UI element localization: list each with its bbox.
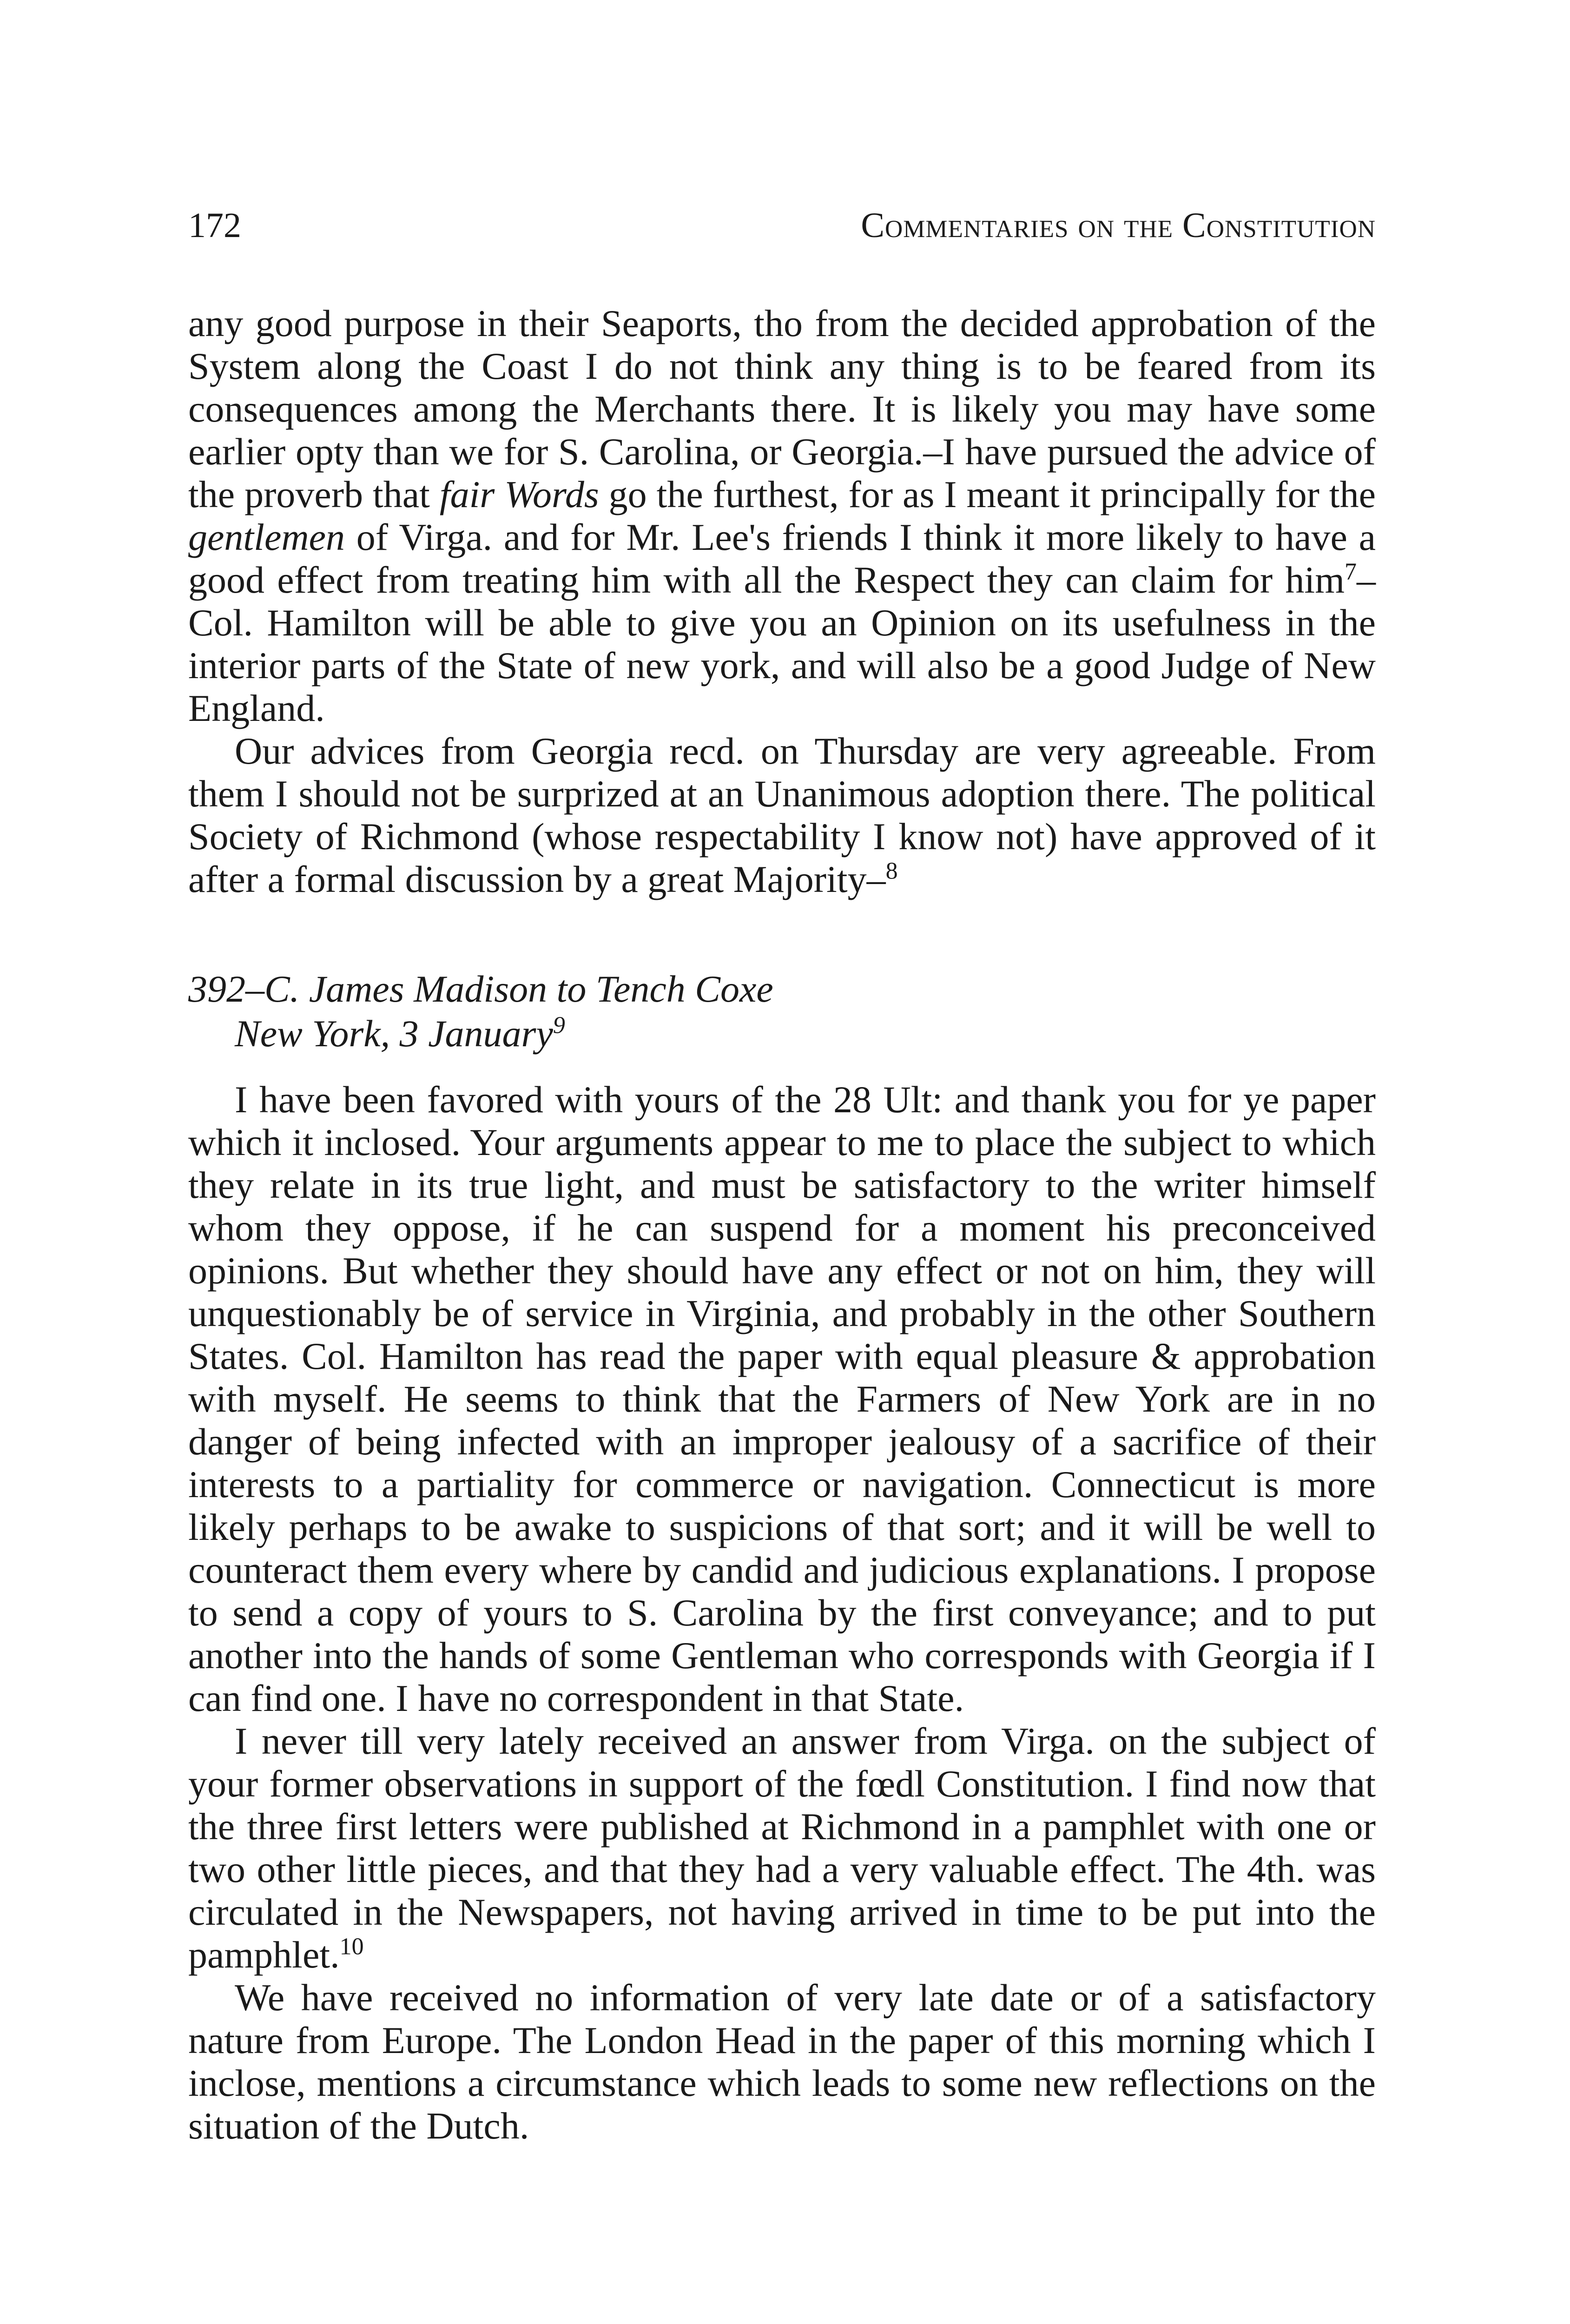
- letter-c-paragraph-3: We have received no information of very late date or of a satisfactory nature from Europe. The London Head in the paper of this morning which I inclose, mentions a circumstance which leads to some new reflections on the situation of the Dutch.: [188, 1976, 1376, 2147]
- page-number: 172: [188, 206, 241, 245]
- footnote-ref-9: 9: [553, 1012, 565, 1039]
- running-head: Commentaries on the Constitution: [861, 206, 1376, 245]
- italic-run: fair Words: [439, 473, 599, 515]
- page-header: [188, 202, 1376, 253]
- letter-c-paragraph-1: I have been favored with yours of the 28 Ult: and thank you for ye paper which it inclosed. Your arguments appear to me to place the subject to which they relate in its true light, and must be satisfactory to the writer himself whom they oppose, if he can suspend for a moment his preconceived opinions. But whether they should have any effect or not on him, they will unquestionably be of service in Virginia, and probably in the other Southern States. Col. Hamilton has read the paper with equal pleasure & approbation with myself. He seems to think that the Farmers of New York are in no danger of being infected with an improper jealousy of a sacrifice of their interests to a partiality for commerce or navigation. Connecticut is more likely perhaps to be awake to suspicions of that sort; and it will be well to counteract them every where by candid and judicious explanations. I propose to send a copy of yours to S. Carolina by the first conveyance; and to put another into the hands of some Gentleman who corresponds with Georgia if I can find one. I have no correspondent in that State.: [188, 1078, 1376, 1719]
- footnote-ref-7: 7: [1345, 558, 1357, 585]
- footnote-ref-10: 10: [339, 1933, 364, 1960]
- text-run: Our advices from Georgia recd. on Thursday are very agreeable. From them I should not be surprized at an Unanimous adoption there. The political Society of Richmond (whose respectability I know not) have approved of it after a formal discussion by a great Majority–: [188, 730, 1376, 900]
- footnote-ref-8: 8: [885, 858, 898, 885]
- letter-c-paragraph-2: [188, 1720, 1376, 1976]
- text-run: I never till very lately received an answer from Virga. on the subject of your former observations in support of the fœdl Constitution. I find now that the three first letters were published at Richmond in a pamphlet with one or two other little pieces, and that they had a very valuable effect. The 4th. was circulated in the Newspapers, not having arrived in time to be put into the pamphlet.: [188, 1720, 1376, 1976]
- letter-c-body: [188, 1078, 1376, 2147]
- document-heading-title: 392–C. James Madison to Tench Coxe: [188, 968, 773, 1010]
- dateline-text: New York, 3 January: [235, 1012, 553, 1055]
- text-run: of Virga. and for Mr. Lee's friends I think it more likely to have a good effect from treating him with all the Respect they can claim for him: [188, 516, 1376, 601]
- text-run: –Col. Hamilton will be able to give you an Opinion on its usefulness in the interior parts of the State of new york, and will also be a good Judge of New England.: [188, 559, 1376, 729]
- text-run: go the furthest, for as I meant it principally for the: [599, 473, 1376, 515]
- letter-b-continuation: [188, 302, 1376, 901]
- document-heading-dateline: [188, 1011, 1376, 1056]
- text-run: any good purpose in their Seaports, tho from the decided approbation of the System along the Coast I do not think any thing is to be feared from its consequences among the Merchants there. It is likely you may have some earlier opty than we for S. Carolina, or Georgia.–I have pursued the advice of the proverb that: [188, 302, 1376, 515]
- document-heading: [188, 967, 1376, 1056]
- italic-run: gentlemen: [188, 516, 345, 558]
- letter-b-paragraph-2: [188, 730, 1376, 901]
- letter-b-paragraph-1: [188, 302, 1376, 730]
